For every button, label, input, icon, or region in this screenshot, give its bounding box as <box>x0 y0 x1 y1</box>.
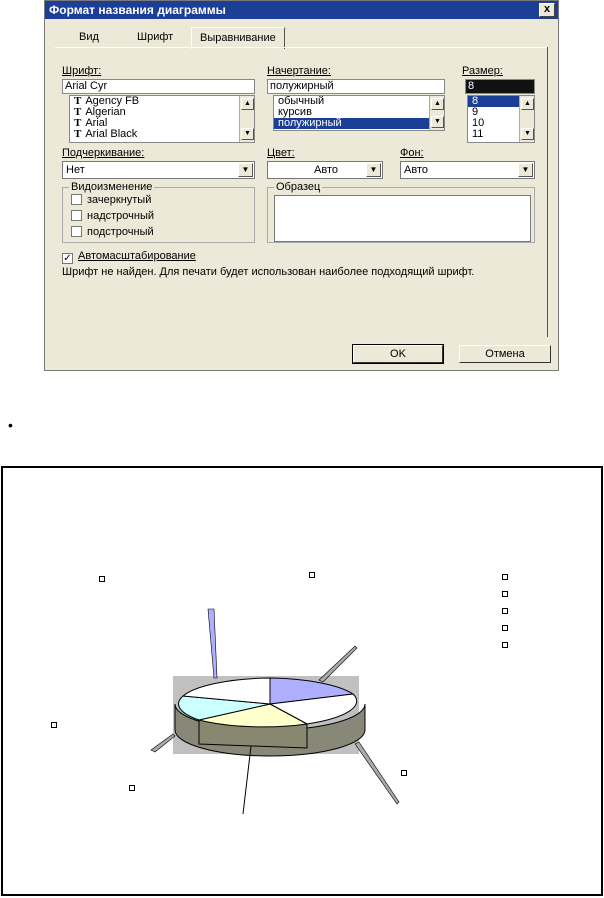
scroll-up-icon[interactable]: ▲ <box>431 98 444 110</box>
chevron-down-icon[interactable]: ▼ <box>518 163 533 177</box>
font-list-item[interactable]: T Algerian <box>74 106 126 118</box>
font-input[interactable]: Arial Cyr <box>62 79 255 94</box>
legend-entry-handle[interactable] <box>502 642 508 648</box>
style-list-item[interactable]: курсив <box>278 106 312 118</box>
data-label-handle[interactable] <box>401 770 407 776</box>
legend-entry-handle[interactable] <box>502 574 508 580</box>
leader-line-bottom <box>243 746 251 814</box>
sample-group <box>267 181 535 243</box>
chart-area[interactable] <box>1 466 603 896</box>
font-list-item[interactable]: T Agency FB <box>74 95 140 107</box>
style-label: Начертание: <box>267 65 331 77</box>
subscript-checkbox[interactable]: подстрочный <box>71 226 154 239</box>
underline-select[interactable] <box>62 161 255 179</box>
sample-preview <box>274 195 531 242</box>
data-label-handle[interactable] <box>309 572 315 578</box>
style-list-item[interactable]: обычный <box>278 95 325 107</box>
leader-line-left <box>151 734 175 752</box>
truetype-icon: T <box>74 95 82 107</box>
font-list[interactable] <box>69 95 255 143</box>
color-select[interactable] <box>267 161 383 179</box>
scroll-down-icon[interactable]: ▼ <box>241 128 254 140</box>
dialog-titlebar <box>45 1 558 19</box>
legend-entry-handle[interactable] <box>502 625 508 631</box>
ok-button[interactable]: OK <box>353 345 443 363</box>
autoscale-checkbox[interactable]: ✓ Автомасштабирование <box>63 250 196 264</box>
effects-group <box>62 181 255 243</box>
pie-chart-graphic <box>3 468 601 894</box>
truetype-icon: T <box>74 117 82 129</box>
size-list-scrollbar[interactable] <box>519 96 534 142</box>
dialog-title: Формат названия диаграммы <box>49 3 226 17</box>
size-list-item[interactable]: 9 <box>472 106 479 118</box>
size-label: Размер: <box>462 65 503 77</box>
font-list-item[interactable]: T Arial <box>74 117 108 129</box>
style-list[interactable] <box>273 95 445 131</box>
superscript-checkbox[interactable]: надстрочный <box>71 210 154 223</box>
checkbox-icon[interactable] <box>71 226 82 237</box>
scroll-up-icon[interactable]: ▲ <box>241 98 254 110</box>
legend-entry-handle[interactable] <box>502 591 508 597</box>
size-list-item-selected[interactable]: 8 <box>468 96 519 107</box>
sample-group-title: Образец <box>276 181 321 193</box>
tab-view[interactable]: Вид <box>79 31 99 43</box>
font-label: Шрифт: <box>62 65 102 77</box>
color-value: Авто <box>314 164 338 176</box>
style-input[interactable]: полужирный <box>267 79 445 94</box>
close-button[interactable]: x <box>539 3 555 17</box>
effects-group-title: Видоизменение <box>71 181 153 193</box>
color-label: Цвет: <box>267 147 295 159</box>
background-select[interactable] <box>400 161 535 179</box>
font-list-item[interactable]: T Arial Black <box>74 128 138 140</box>
cancel-button[interactable]: Отмена <box>459 345 551 363</box>
bullet-marker: • <box>8 417 13 433</box>
leader-line-bottom-right <box>355 742 399 804</box>
underline-value: Нет <box>66 164 85 176</box>
data-label-handle[interactable] <box>51 722 57 728</box>
legend-entry-handle[interactable] <box>502 608 508 614</box>
font-list-scrollbar[interactable] <box>239 96 254 142</box>
scroll-up-icon[interactable]: ▲ <box>521 98 534 110</box>
tab-panel-border <box>55 47 548 48</box>
chevron-down-icon[interactable]: ▼ <box>238 163 253 177</box>
underline-label: Подчеркивание: <box>62 147 145 159</box>
background-value: Авто <box>404 164 428 176</box>
leader-line-top <box>208 609 217 678</box>
format-title-dialog <box>44 0 559 371</box>
tab-panel-border-right <box>547 47 548 337</box>
chevron-down-icon[interactable]: ▼ <box>366 163 381 177</box>
style-list-scrollbar[interactable] <box>429 96 444 130</box>
size-list-item[interactable]: 11 <box>472 128 484 140</box>
font-not-found-note: Шрифт не найден. Для печати будет использован наиболее подходящий шрифт. <box>62 266 475 278</box>
data-label-handle[interactable] <box>99 576 105 582</box>
background-label: Фон: <box>400 147 424 159</box>
data-label-handle[interactable] <box>129 785 135 791</box>
checkbox-icon[interactable] <box>71 210 82 221</box>
tab-alignment[interactable]: Выравнивание <box>191 27 285 49</box>
scroll-down-icon[interactable]: ▼ <box>431 116 444 128</box>
style-list-item-selected[interactable]: полужирный <box>274 118 429 129</box>
scroll-down-icon[interactable]: ▼ <box>521 128 534 140</box>
checkbox-icon[interactable] <box>71 194 82 205</box>
strikethrough-checkbox[interactable]: зачеркнутый <box>71 194 151 207</box>
size-list[interactable] <box>467 95 535 143</box>
checkmark-icon[interactable]: ✓ <box>63 253 72 264</box>
tab-font[interactable]: Шрифт <box>129 27 181 49</box>
size-input[interactable]: 8 <box>465 79 535 94</box>
truetype-icon: T <box>74 128 82 140</box>
truetype-icon: T <box>74 106 82 118</box>
size-list-item[interactable]: 10 <box>472 117 485 129</box>
